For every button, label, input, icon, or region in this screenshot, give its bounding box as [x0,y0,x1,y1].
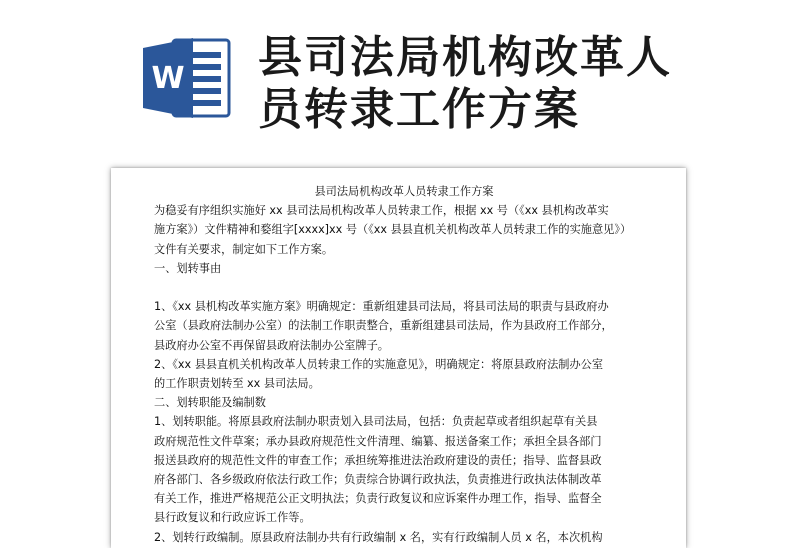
banner-title-line-1: 县司法局机构改革人 [258,32,672,83]
document-title: 县司法局机构改革人员转隶工作方案 [314,185,494,198]
blank-line [154,278,654,297]
document-line: 公室（县政府法制办公室）的法制工作职责整合，重新组建县司法局，作为县政府工作部分， [154,319,613,333]
document-line: 政府规范性文件草案；承办县政府规范性文件清理、编纂、报送备案工作；承担全县各部门 [154,434,602,448]
document-line: 为稳妥有序组织实施好 xx 县司法局机构改革人员转隶工作，根据 xx 号（《xx 县机构改革实 [154,204,609,218]
document-line: 有关工作，推进严格规范公正文明执法；负责行政复议和应诉案件办理工作，指导、监督全 [154,492,602,506]
banner-title [258,32,778,136]
document-page [111,168,686,548]
document-line: 县行政复议和行政应诉工作等。 [154,511,311,525]
document-line: 2、划转行政编制。原县政府法制办共有行政编制 x 名，实有行政编制人员 x 名，本次机构 [154,530,603,544]
document-line: 1、《xx 县机构改革实施方案》明确规定：重新组建县司法局，将县司法局的职责与县政府办 [154,300,609,314]
header-banner [0,0,800,160]
banner-title-line-2: 员转隶工作方案 [258,84,580,135]
section-heading: 一、划转事由 [154,261,222,275]
document-line: 2、《xx 县县直机关机构改革人员转隶工作的实施意见》，明确规定：将原县政府法制办公室 [154,357,604,371]
document-line: 1、划转职能。将原县政府法制办职责划入县司法局，包括：负责起草或者组织起草有关县 [154,415,598,429]
document-line: 府各部门、各乡级政府依法行政工作；负责综合协调行政执法，负责推进行政执法体制改革 [154,473,602,487]
document-line: 施方案》）文件精神和婺组字[xxxx]xx 号（《xx 县县直机关机构改革人员转隶工作的实施意见》） [154,223,632,237]
document-line: 县政府办公室不再保留县政府法制办公室牌子。 [154,338,389,352]
section-heading: 二、划转职能及编制数 [154,396,266,410]
document-body [154,182,654,547]
document-line: 文件有关要求，制定如下工作方案。 [154,242,334,256]
word-icon [143,36,231,120]
document-line: 的工作职责划转至 xx 县司法局。 [154,377,320,391]
document-line: 报送县政府的规范性文件的审查工作；承担统筹推进法治政府建设的责任；指导、监督县政 [154,453,602,467]
word-icon-letter: W [151,61,185,96]
